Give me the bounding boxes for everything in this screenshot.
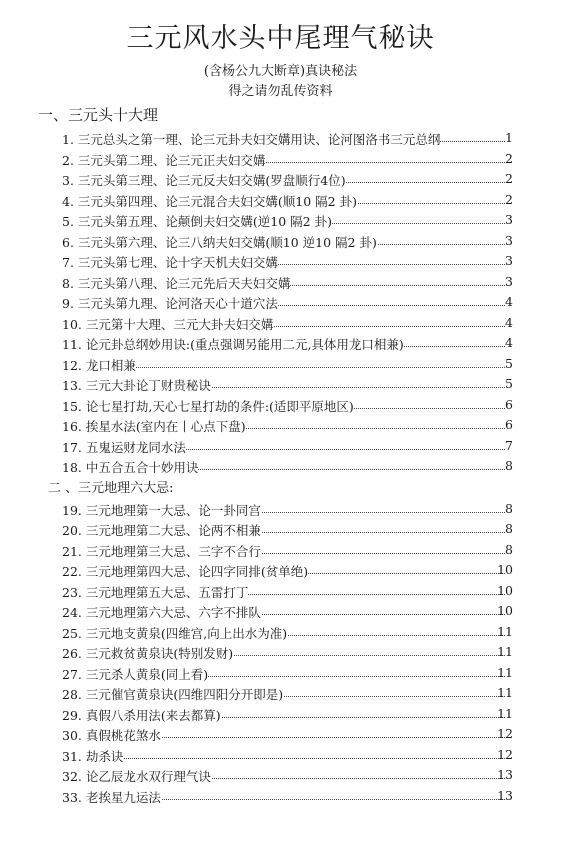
toc-entry-label: 11. 论元卦总纲妙用诀:(重点强调另能用二元,具体用龙口相兼): [62, 337, 404, 352]
toc-entry-page: 8: [505, 500, 513, 516]
toc-entry[interactable]: [0, 149, 561, 170]
toc-entry[interactable]: [0, 540, 561, 561]
toc-entry-page: 8: [505, 521, 513, 536]
toc-entry-label: 15. 论七星打劫,天心七星打劫的条件:(适即平原地区): [62, 398, 354, 414]
toc-entry-label: 28. 三元催官黄泉诀(四维四阳分开即是): [62, 687, 284, 702]
toc-entry-label: 20. 三元地理第二大忌、论两不相兼: [62, 523, 261, 538]
toc-entry-page: 3: [505, 253, 513, 268]
toc-entry-page: 3: [505, 212, 513, 227]
toc-entry-label: 10. 三元第十大理、三元大卦夫妇交媾: [62, 316, 274, 332]
toc-entry[interactable]: [0, 622, 561, 643]
toc-entry-page: 11: [497, 685, 513, 700]
toc-entry-label: 9. 三元头第九理、论河洛天心十道穴法: [62, 296, 278, 311]
toc-entry[interactable]: [0, 519, 561, 540]
toc-entry-page: 4: [505, 335, 513, 350]
toc-entry[interactable]: [0, 456, 561, 477]
section-heading-2: 二 、三元地理六大忌:: [48, 481, 174, 496]
toc-entry[interactable]: [0, 292, 561, 313]
toc-entry-label: 24. 三元地理第六大忌、六字不排队: [62, 605, 261, 620]
toc-entry-label: 29. 真假八杀用法(来去都算): [62, 707, 221, 723]
document-subtitle: (含杨公九大断章)真诀秘法: [203, 64, 358, 79]
toc-entry[interactable]: [0, 704, 561, 725]
section-heading-1: 一、三元头十大理: [38, 106, 159, 124]
toc-entry[interactable]: [0, 128, 561, 149]
toc-entry[interactable]: [0, 499, 561, 520]
toc-entry-page: 3: [505, 232, 513, 248]
toc-entry-page: 4: [505, 294, 513, 309]
toc-entry[interactable]: [0, 415, 561, 436]
toc-entry[interactable]: [0, 190, 561, 211]
toc-entry-page: 13: [497, 787, 513, 803]
toc-entry-page: 6: [505, 396, 513, 412]
toc-entry[interactable]: [0, 724, 561, 745]
toc-entry-label: 30. 真假桃花煞水: [62, 728, 161, 743]
toc-entry[interactable]: [0, 683, 561, 704]
toc-entry-page: 10: [497, 582, 513, 598]
toc-entry[interactable]: [0, 272, 561, 293]
toc-entry[interactable]: [0, 374, 561, 395]
toc-entry-page: 7: [505, 437, 513, 453]
toc-entry-label: 31. 劫杀诀: [62, 748, 124, 764]
toc-entry-page: 13: [497, 767, 513, 782]
toc-entry-label: 22. 三元地理第四大忌、论四字同排(贫单绝): [62, 564, 309, 579]
toc-entry-page: 11: [497, 705, 513, 721]
toc-entry[interactable]: [0, 231, 561, 252]
toc-entry[interactable]: [0, 581, 561, 602]
toc-entry-label: 33. 老挨星九运法: [62, 789, 161, 805]
toc-entry-label: 19. 三元地理第一大忌、论一卦同宫: [62, 502, 261, 518]
toc-entry[interactable]: [0, 395, 561, 416]
toc-entry-label: 13. 三元大卦论丁财贵秘诀: [62, 378, 211, 393]
toc-entry-label: 16. 挨星水法(室内在丨心点下盘): [62, 419, 246, 434]
toc-entry-label: 17. 五鬼运财龙同水法: [62, 439, 186, 455]
toc-entry-label: 23. 三元地理第五大忌、五雷打丁: [62, 584, 249, 600]
toc-entry-page: 10: [497, 603, 513, 618]
toc-entry-label: 12. 龙口相兼: [62, 357, 136, 373]
toc-entry-page: 2: [505, 191, 513, 207]
toc-entry-label: 5. 三元头第五理、论颠倒夫妇交媾(逆10 隔2 卦): [62, 214, 332, 229]
toc-entry-page: 12: [497, 746, 513, 762]
toc-entry-page: 2: [505, 150, 513, 166]
toc-entry-page: 4: [505, 314, 513, 330]
toc-entry-label: 6. 三元头第六理、论三八纳夫妇交媾(顺10 逆10 隔2 卦): [62, 234, 377, 250]
toc-entry[interactable]: [0, 765, 561, 786]
toc-entry-label: 7. 三元头第七理、论十字天机夫妇交媾: [62, 255, 278, 270]
toc-entry[interactable]: [0, 210, 561, 231]
toc-entry-page: 11: [497, 664, 513, 680]
toc-entry[interactable]: [0, 333, 561, 354]
toc-entry[interactable]: [0, 663, 561, 684]
toc-entry-page: 10: [497, 562, 513, 577]
toc-entry-page: 8: [505, 458, 513, 473]
toc-entry[interactable]: [0, 786, 561, 807]
toc-entry[interactable]: [0, 436, 561, 457]
toc-entry-page: 11: [497, 623, 513, 639]
toc-entry[interactable]: [0, 560, 561, 581]
document-note: 得之请勿乱传资料: [228, 84, 333, 99]
toc-entry[interactable]: [0, 251, 561, 272]
toc-entry-page: 1: [505, 130, 513, 145]
toc-entry-page: 11: [497, 644, 513, 659]
toc-entry-label: 26. 三元救贫黄泉诀(特别发财): [62, 646, 234, 661]
toc-entry-page: 3: [505, 273, 513, 289]
toc-entry-label: 25. 三元地支黄泉(四维宫,向上出水为准): [62, 625, 288, 641]
toc-entry-page: 6: [505, 417, 513, 432]
document-title: 三元风水头中尾理气秘诀: [126, 23, 435, 54]
dot-leader: [64, 758, 505, 759]
toc-entry-label: 18. 中五合五合十妙用诀: [62, 460, 199, 475]
toc-entry-label: 1. 三元总头之第一理、论三元卦夫妇交媾用诀、论河图洛书三元总纲: [62, 132, 441, 147]
toc-entry-label: 21. 三元地理第三大忌、三字不合行: [62, 543, 261, 559]
toc-entry-label: 4. 三元头第四理、论三元混合夫妇交媾(顺10 隔2 卦): [62, 193, 357, 209]
toc-entry-label: 8. 三元头第八理、论三元先后天夫妇交媾: [62, 275, 291, 291]
toc-entry-page: 8: [505, 541, 513, 557]
toc-entry[interactable]: [0, 745, 561, 766]
toc-entry-page: 2: [505, 171, 513, 186]
toc-entry-page: 12: [497, 726, 513, 741]
toc-entry-label: 32. 论乙辰龙水双行理气诀: [62, 769, 211, 784]
section-gap: [0, 477, 561, 499]
toc-entry-page: 5: [505, 355, 513, 371]
toc-entry-label: 3. 三元头第三理、论三元反夫妇交媾(罗盘顺行4位): [62, 173, 346, 188]
toc-entry[interactable]: [0, 313, 561, 334]
toc-entry[interactable]: [0, 169, 561, 190]
toc-entry-label: 27. 三元杀人黄泉(同上看): [62, 666, 209, 682]
table-of-contents: [0, 128, 561, 806]
toc-entry[interactable]: [0, 601, 561, 622]
toc-entry-page: 5: [505, 376, 513, 391]
toc-entry[interactable]: [0, 354, 561, 375]
toc-entry-label: 2. 三元头第二理、论三元正夫妇交媾: [62, 152, 266, 168]
toc-entry[interactable]: [0, 642, 561, 663]
